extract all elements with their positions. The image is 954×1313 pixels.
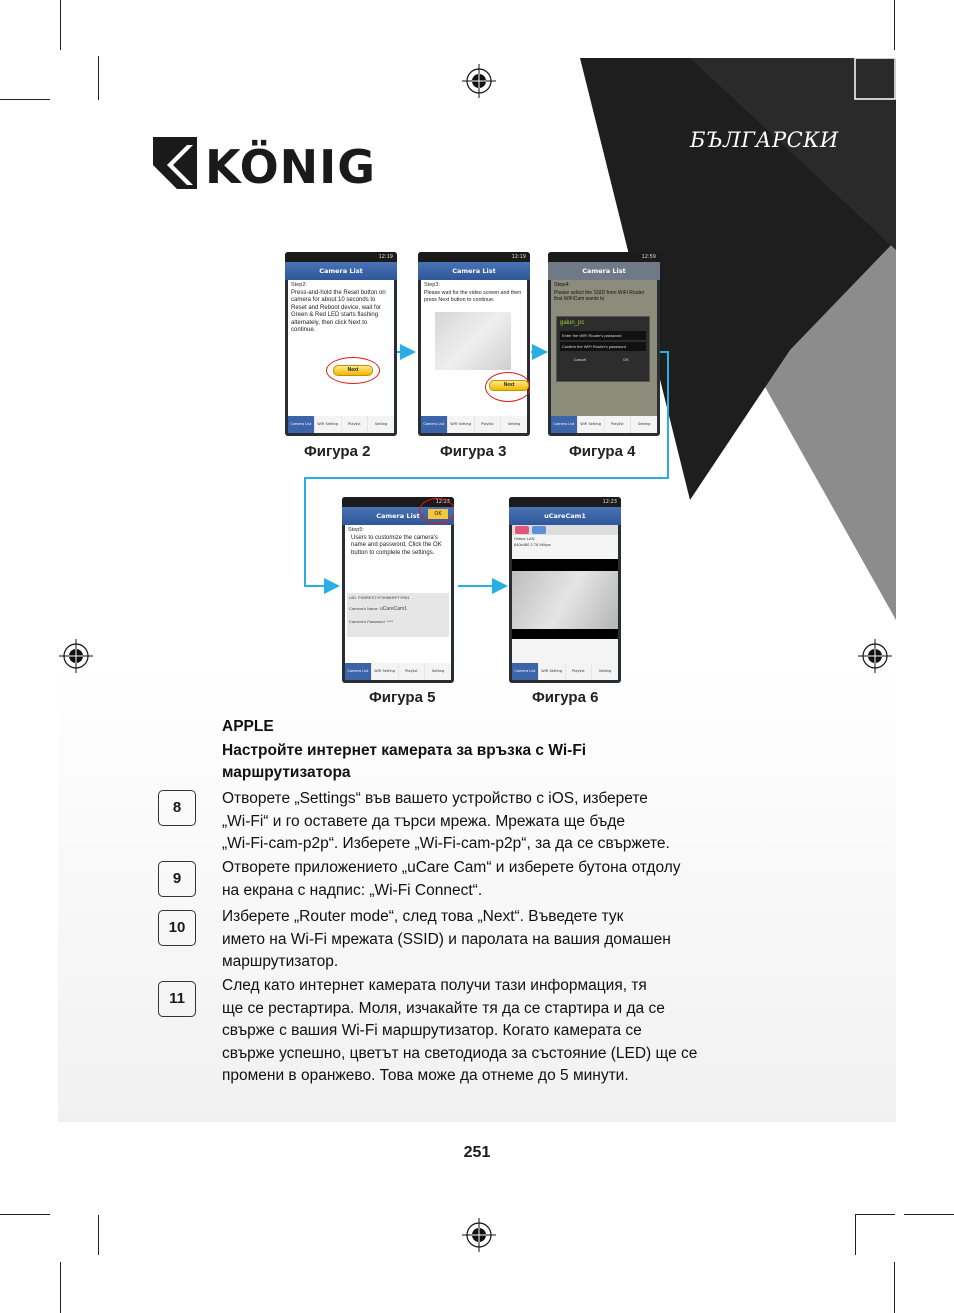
camera-form: UID FKBRESTYF3H6BRPTYR81 Camera's Name uCareCam1 Camera's Password ****: [347, 593, 449, 637]
camera-toolbar: [512, 525, 618, 535]
step-text: Отворете приложението „uCare Cam“ и изберете бутона отдолу на екрана с надпис: „Wi-Fi Connect“.: [222, 859, 681, 899]
figure-6-caption: Фигура 6: [532, 689, 599, 706]
step-text: Изберете „Router mode“, след това „Next“. Въведете тук името на Wi-Fi мрежата (SSID) и паролата на вашия домашен маршрутизатор.: [222, 908, 671, 970]
figure-4-caption: Фигура 4: [569, 443, 636, 460]
video-preview: [435, 312, 511, 370]
figure-5-caption: Фигура 5: [369, 689, 436, 706]
section-heading: Настройте интернет камерата за връзка с Wi-Fi маршрутизатора: [222, 742, 587, 781]
tab-bar: Camera List WiFi Setting Playlist Setting: [288, 416, 394, 433]
figure-5-screenshot: 12:23 Camera List OK Step5: Users to customize the camera's name and password, Click the OK button to complete the settings. UID FKBRESTYF3H6BRPTYR81 Camera's Name uCareCam1 Camera's Password **** Camera List WiFi Setting Playlist Setting: [342, 497, 454, 683]
live-video: [512, 559, 618, 639]
step-number: 8: [158, 790, 196, 826]
figure-3-caption: Фигура 3: [440, 443, 507, 460]
figure-2-caption: Фигура 2: [304, 443, 371, 460]
next-button: Next: [489, 380, 529, 391]
step-number: 11: [158, 981, 196, 1017]
page-number: 251: [463, 1144, 491, 1161]
step-text: След като интернет камерата получи тази информация, тя ще се рестартира. Моля, изчакайте тя да се стартира и да се свърже с вашия Wi-Fi маршрутизатор. Когато камерата се свърже успешно, цветът на светодиода за състояние (LED) ще се промени в оранжево. Това може да отнеме до 5 минути.: [222, 977, 698, 1084]
step-text: Отворете „Settings“ във вашето устройство с iOS, изберете „Wi-Fi“ и го оставете да търси мрежа. Мрежата ще бъде „Wi-Fi-cam-p2p“. Изберете „Wi-Fi-cam-p2p“, за да се свържете.: [222, 790, 670, 852]
figure-3-screenshot: 12:19 Camera List Step3: Please wait for the video screen and then press Next button to continue. Next Camera List WiFi Setting Playlist Setting: [418, 252, 530, 436]
tab-bar: Camera List WiFi Setting Playlist Setting: [512, 663, 618, 680]
next-button: Next: [333, 365, 373, 376]
ok-button: OK: [428, 509, 448, 519]
highlight-circle: [419, 498, 454, 524]
language-label: БЪЛГАРСКИ: [690, 128, 839, 152]
svg-text:KÖNIG: KÖNIG: [205, 140, 377, 194]
highlight-circle: [326, 357, 380, 384]
figure-4-screenshot: 12:59 Camera List Step4: Please select the SSID from WiFi Router that WiFiCam wants to galun_pc Enter the WiFi Router's password Confirm the WiFi Router's password Cancel OK Camera List WiFi Setting Playlist Setting: [548, 252, 660, 436]
tab-bar: Camera List WiFi Setting Playlist Setting: [345, 663, 451, 680]
platform-heading: APPLE: [222, 718, 274, 735]
wifi-dialog: galun_pc Enter the WiFi Router's password Confirm the WiFi Router's password Cancel OK: [556, 316, 650, 382]
tab-bar: Camera List WiFi Setting Playlist Setting: [551, 416, 657, 433]
figure-2-screenshot: 12:19 Camera List Step2: Press-and-hold the Reset button on camera for about 10 seconds to Reset and Reboot device, wait for Green & Red LED starts flashing alternately, then click Next to continue. Next Camera List WiFi Setting Playlist Setting: [285, 252, 397, 436]
step-number: 9: [158, 861, 196, 897]
figure-6-screenshot: 12:23 uCareCam1 Online LAN 640x480 2 76.9Kbps Camera List WiFi Setting Playlist Setting: [509, 497, 621, 683]
highlight-circle: [485, 372, 530, 402]
tab-bar: Camera List WiFi Setting Playlist Setting: [421, 416, 527, 433]
step-number: 10: [158, 910, 196, 946]
